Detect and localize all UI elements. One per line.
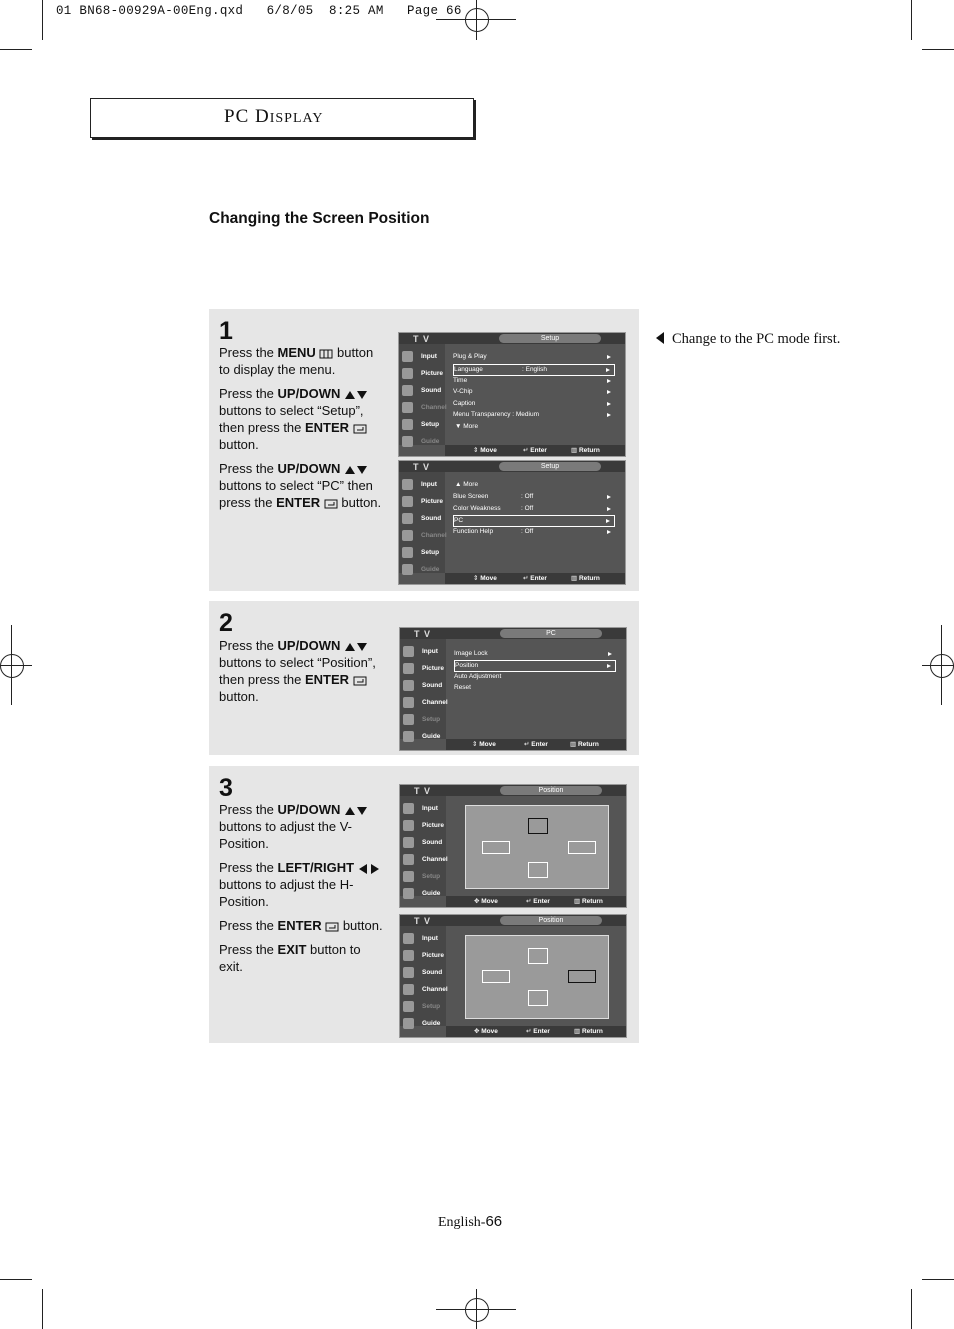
osd-tv-label: T V bbox=[413, 334, 431, 344]
osd-tab: Setup bbox=[499, 334, 601, 343]
triangle-left-icon bbox=[656, 332, 664, 344]
registration-mark-icon bbox=[930, 654, 954, 678]
section-title: Changing the Screen Position bbox=[209, 210, 430, 227]
osd-tab: PC bbox=[500, 629, 602, 638]
crop-mark bbox=[0, 49, 32, 50]
osd-tv-label: T V bbox=[414, 916, 432, 926]
enter-button-icon bbox=[353, 676, 367, 686]
picture-icon bbox=[403, 950, 414, 961]
crop-mark bbox=[922, 1279, 954, 1280]
h-left-box-icon bbox=[482, 841, 510, 854]
step-instructions: Press the MENU button to display the menu. Press the UP/DOWN buttons to select “Setup”, then press the ENTER button. Press the UP/DOWN buttons to select “PC” then press the ENTER button. bbox=[219, 345, 382, 510]
setup-icon bbox=[403, 714, 414, 725]
step-number: 1 bbox=[219, 317, 233, 345]
up-down-arrows-icon bbox=[344, 806, 368, 816]
step-panel-2 bbox=[209, 601, 639, 755]
input-icon bbox=[403, 933, 414, 944]
guide-icon bbox=[402, 436, 413, 447]
v-up-box-icon bbox=[528, 948, 548, 964]
h-right-box-icon bbox=[568, 841, 596, 854]
registration-mark-icon bbox=[465, 8, 489, 32]
crop-mark bbox=[922, 665, 954, 666]
guide-icon bbox=[403, 731, 414, 742]
enter-button-icon bbox=[353, 424, 367, 434]
crop-mark bbox=[911, 0, 912, 40]
setup-icon bbox=[402, 419, 413, 430]
crop-mark bbox=[922, 49, 954, 50]
print-slug: 01 BN68-00929A-00Eng.qxd 6/8/05 8:25 AM Page 66 bbox=[56, 4, 462, 18]
position-adjust-area bbox=[465, 805, 609, 889]
osd-screen-position: T V Position Input Picture Sound Channel Setup Guide ✥ Move ↵ Enter ▥ Return bbox=[399, 784, 627, 908]
enter-button-icon bbox=[324, 499, 338, 509]
h-left-box-icon bbox=[482, 970, 510, 983]
osd-screen-position-h: T V Position Input Picture Sound Channel Setup Guide ✥ Move ↵ Enter ▥ Return bbox=[399, 914, 627, 1038]
input-icon bbox=[403, 803, 414, 814]
step-number: 2 bbox=[219, 609, 233, 637]
picture-icon bbox=[402, 496, 413, 507]
sound-icon bbox=[403, 967, 414, 978]
osd-sidebar: Input Picture Sound Channel Setup Guide bbox=[399, 344, 445, 445]
left-right-arrows-icon bbox=[358, 863, 380, 875]
up-down-arrows-icon bbox=[344, 642, 368, 652]
osd-sidebar: Input Picture Sound Channel Setup Guide bbox=[400, 796, 446, 896]
guide-icon bbox=[403, 1018, 414, 1029]
channel-icon bbox=[403, 697, 414, 708]
setup-icon bbox=[402, 547, 413, 558]
registration-mark-icon bbox=[0, 654, 24, 678]
input-icon bbox=[403, 646, 414, 657]
osd-tab: Setup bbox=[499, 462, 601, 471]
guide-icon bbox=[403, 888, 414, 899]
sound-icon bbox=[402, 513, 413, 524]
osd-sidebar: Input Picture Sound Channel Setup Guide bbox=[400, 926, 446, 1026]
step-instructions: Press the UP/DOWN buttons to adjust the V-Position. Press the LEFT/RIGHT buttons to adjust the H-Position. Press the ENTER button. Press the EXIT button to exit. bbox=[219, 802, 383, 974]
crop-mark bbox=[911, 1289, 912, 1329]
crop-mark bbox=[42, 0, 43, 40]
crop-mark bbox=[42, 1289, 43, 1329]
osd-tv-label: T V bbox=[414, 786, 432, 796]
osd-screen-pc: T V PC Input Picture Sound Channel Setup Guide Image Lock Position Auto Adjustment Reset ⇕ Move ↵ Enter ▥ Return bbox=[399, 627, 627, 751]
step-number: 3 bbox=[219, 774, 233, 802]
crop-mark bbox=[0, 665, 32, 666]
osd-screen-setup: T V Setup Input Picture Sound Channel Setup Guide Plug & Play Language : English Time V-Chip Caption Menu Transparency : Medium ▼ More ⇕ Move ↵ Enter ▥ Return bbox=[398, 332, 626, 457]
channel-icon bbox=[403, 984, 414, 995]
menu-button-icon bbox=[319, 349, 333, 359]
crop-mark bbox=[941, 625, 942, 705]
input-icon bbox=[402, 351, 413, 362]
osd-tab: Position bbox=[500, 916, 602, 925]
crop-mark bbox=[0, 1279, 32, 1280]
h-right-box-icon bbox=[568, 970, 596, 983]
note: Change to the PC mode first. bbox=[656, 331, 840, 348]
sound-icon bbox=[403, 837, 414, 848]
channel-icon bbox=[402, 530, 413, 541]
crop-mark bbox=[476, 1289, 477, 1329]
step-instructions: Press the UP/DOWN buttons to select “Position”, then press the ENTER button. bbox=[219, 638, 376, 704]
picture-icon bbox=[403, 663, 414, 674]
up-down-arrows-icon bbox=[344, 390, 368, 400]
step-panel-3 bbox=[209, 766, 639, 1043]
setup-icon bbox=[403, 871, 414, 882]
channel-icon bbox=[402, 402, 413, 413]
sound-icon bbox=[402, 385, 413, 396]
crop-mark bbox=[11, 625, 12, 705]
enter-button-icon bbox=[325, 922, 339, 932]
up-down-arrows-icon bbox=[344, 465, 368, 475]
setup-icon bbox=[403, 1001, 414, 1012]
osd-tv-label: T V bbox=[413, 462, 431, 472]
picture-icon bbox=[402, 368, 413, 379]
step-panel-1 bbox=[209, 309, 639, 591]
osd-tab: Position bbox=[500, 786, 602, 795]
v-down-box-icon bbox=[528, 990, 548, 1006]
osd-screen-setup-more: T V Setup Input Picture Sound Channel Setup Guide ▲ More Blue Screen : Off Color Weakness : Off PC Function Help : Off ⇕ Move ↵ Enter ▥ Return bbox=[398, 460, 626, 585]
v-down-box-icon bbox=[528, 862, 548, 878]
picture-icon bbox=[403, 820, 414, 831]
registration-mark-icon bbox=[465, 1298, 489, 1322]
page-footer: English-66 bbox=[438, 1213, 503, 1230]
osd-sidebar: Input Picture Sound Channel Setup Guide bbox=[399, 472, 445, 573]
osd-sidebar: Input Picture Sound Channel Setup Guide bbox=[400, 639, 446, 739]
sound-icon bbox=[403, 680, 414, 691]
page-title: PC DISPLAY bbox=[224, 106, 324, 127]
position-adjust-area bbox=[465, 935, 609, 1019]
crop-mark bbox=[476, 0, 477, 40]
v-up-box-icon bbox=[528, 818, 548, 834]
channel-icon bbox=[403, 854, 414, 865]
input-icon bbox=[402, 479, 413, 490]
osd-tv-label: T V bbox=[414, 629, 432, 639]
guide-icon bbox=[402, 564, 413, 575]
